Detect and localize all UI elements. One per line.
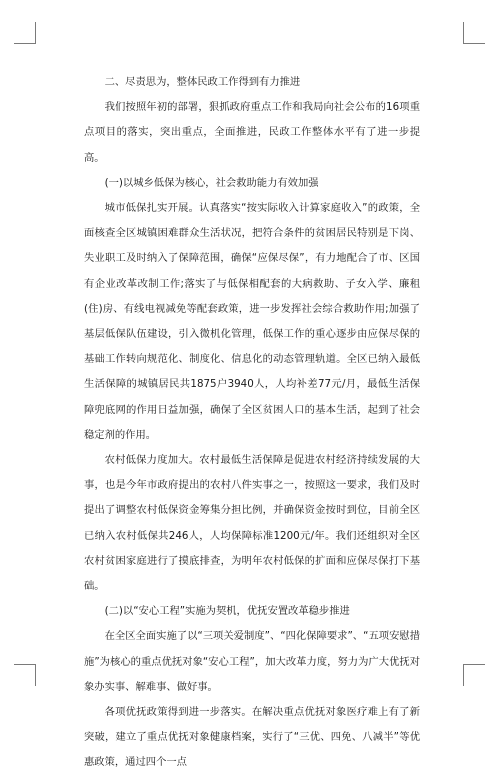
body-paragraph: 农村低保力度加大。农村最低生活保障是促进农村经济持续发展的大事，也是今年市政府提出的农村八件实事之一，按照这一要求，我们及时提出了调整农村低保资金筹集分担比例，并确保资金按时到位，目前全区已纳入农村低保共246人，人均保障标准1200元/年。我们还组织对全区农村贫困家庭进行了摸底排查，为明年农村低保的扩面和应保尽保打下基础。 <box>84 454 420 593</box>
crop-mark-bottom-right-h <box>463 664 485 665</box>
crop-mark-bottom-right-v <box>463 664 464 686</box>
document-body <box>84 70 420 776</box>
crop-mark-top-left-h <box>14 43 36 44</box>
body-paragraph: 我们按照年初的部署，狠抓政府重点工作和我局向社会公布的16项重点项目的落实，突出重点，全面推进，民政工作整体水平有了进一步提高。 <box>84 101 420 164</box>
crop-mark-bottom-left-h <box>14 664 36 665</box>
crop-mark-bottom-left-v <box>35 664 36 686</box>
crop-mark-top-right-h <box>463 43 485 44</box>
body-paragraph: 城市低保扎实开展。认真落实“按实际收入计算家庭收入”的政策，全面核查全区城镇困难群众生活状况，把符合条件的贫困居民特别是下岗、失业职工及时纳入了保障范围，确保“应保尽保”，有力地配合了市、区国有企业改革改制工作;落实了与低保相配套的大病救助、子女入学、廉租(住)房、有线电视减免等配套政策，进一步发挥社会综合救助作用;加强了基层低保队伍建设，引入微机化管理，低保工作的重心逐步由应保尽保的基础工作转向规范化、制度化、信息化的动态管理轨道。全区已纳入最低生活保障的城镇居民共1875户3940人，人均补差77元/月，最低生活保障兜底网的作用日益加强，确保了全区贫困人口的基本生活，起到了社会稳定剂的作用。 <box>84 202 420 441</box>
body-paragraph: 各项优抚政策得到进一步落实。在解决重点优抚对象医疗难上有了新突破，建立了重点优抚对象健康档案，实行了“三优、四免、八减半”等优惠政策，通过四个一点 <box>84 706 420 769</box>
crop-mark-top-right-v <box>463 22 464 44</box>
crop-mark-top-left-v <box>35 22 36 44</box>
section-heading: 二、尽责思为，整体民政工作得到有力推进 <box>104 76 301 88</box>
subsection-heading: (二)以“安心工程”实施为契机，优抚安置改革稳步推进 <box>104 605 350 618</box>
body-paragraph: 在全区全面实施了以“三项关爱制度”、“四化保障要求”、“五项安慰措施”为核心的重点优抚对象“安心工程”，加大改革力度，努力为广大优抚对象办实事、解难事、做好事。 <box>84 630 420 693</box>
subsection-heading: (一)以城乡低保为核心，社会救助能力有效加强 <box>104 176 319 189</box>
